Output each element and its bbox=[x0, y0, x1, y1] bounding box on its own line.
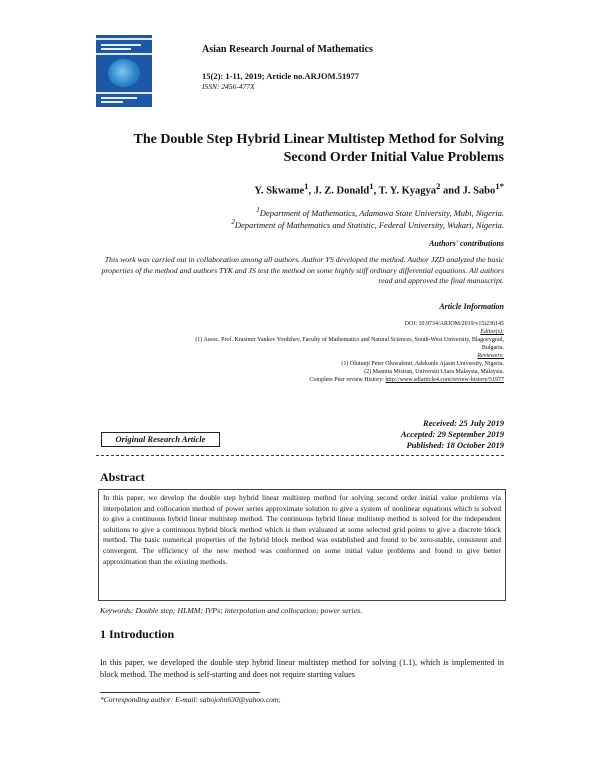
author-affiliation-marker: 1 bbox=[304, 181, 309, 191]
editor-line-1: (1) Assoc. Prof. Krasimir Yankov Yordzhev, Faculty of Mathematics and Natural Sciences, South-West University, Blagoevgrad, bbox=[195, 337, 504, 343]
affiliation-2 bbox=[100, 217, 504, 231]
paper-title-line-2: Second Order Initial Value Problems bbox=[283, 150, 504, 165]
author-separator: , bbox=[373, 185, 379, 197]
author-name: T. Y. Kyagya bbox=[378, 185, 436, 197]
author-name: Y. Skwame bbox=[254, 185, 305, 197]
author-affiliation-marker: 1* bbox=[495, 181, 504, 191]
author-separator: and bbox=[440, 185, 463, 197]
author-list bbox=[100, 181, 504, 197]
peer-review-history bbox=[100, 377, 504, 385]
affiliation-text: Department of Mathematics and Statistic, Federal University, Wukari, Nigeria. bbox=[234, 219, 504, 230]
author-affiliation-marker: 2 bbox=[436, 181, 441, 191]
editor-line-2: Bulgaria. bbox=[481, 345, 504, 351]
article-info-heading: Article Information bbox=[439, 302, 504, 311]
author-separator: , bbox=[308, 185, 314, 197]
abstract-text: In this paper, we develop the double step hybrid linear multistep method for solving second order initial value problems via interpolation and collocation method of power series approximate solution to give a system of nonlinear equations which is solved to give a continuous hybrid linear multistep method. The continuous hybrid linear multistep method is solved for the independent solutions to give a continuous hybrid block method which is then evaluated at some selected grid points to give a discrete block method. The basic numerical properties of the hybrid block method was established and found to be zero-stable, consistent and convergent. The efficiency of the new method was conformed on some initial value problems and found to give better approximation than the existing methods. bbox=[98, 489, 506, 601]
accepted-date: Accepted: 29 September 2019 bbox=[400, 429, 504, 439]
author-name: J. Sabo bbox=[462, 185, 496, 197]
doi: DOI: 10.9734/ARJOM/2019/v15i230145 bbox=[404, 321, 504, 327]
journal-name: Asian Research Journal of Mathematics bbox=[202, 44, 373, 55]
reviewers-label: Reviewers: bbox=[477, 353, 504, 359]
contributions-text: This work was carried out in collaboration among all authors. Author YS developed the method. Author JZD analyzed the basic properties of the method and authors TYK and JS test the method on some highly stiff ordinary differential equations. All authors read and approved the final manuscript. bbox=[101, 255, 504, 285]
section-divider bbox=[96, 455, 504, 456]
author-name: J. Z. Donald bbox=[313, 185, 370, 197]
paper-title-line-1: The Double Step Hybrid Linear Multistep Method for Solving bbox=[133, 132, 504, 147]
introduction-text: In this paper, we developed the double step hybrid linear multistep method for solving (1.1), which is implemented in block method. The method is self-starting and does not require starting values bbox=[100, 658, 504, 679]
issn: ISSN: 2456-477X bbox=[202, 82, 255, 91]
cover-globe-graphic bbox=[108, 59, 140, 87]
editors-label: Editor(s): bbox=[480, 329, 504, 335]
author-affiliation-marker: 1 bbox=[369, 181, 374, 191]
journal-cover-image bbox=[96, 35, 152, 107]
introduction-heading: 1 Introduction bbox=[100, 627, 175, 641]
reviewer-1: (1) Olutunji Peter Oluwafemi, Adekunle Ajasin University, Nigeria. bbox=[341, 361, 504, 367]
affiliation-marker: 1 bbox=[256, 206, 260, 214]
issue-citation: 15(2): 1-11, 2019; Article no.ARJOM.51977 bbox=[202, 71, 359, 81]
reviewer-2: (2) Masnita Misiran, Universiti Utara Malaysia, Malaysia. bbox=[364, 369, 504, 375]
peer-review-history-link[interactable]: http://www.sdiarticle4.com/review-history/51977 bbox=[385, 377, 504, 383]
footnote-rule bbox=[100, 692, 260, 693]
peer-review-history-label: Complete Peer review History: bbox=[309, 377, 386, 383]
published-date: Published: 18 October 2019 bbox=[406, 440, 504, 450]
affiliation-marker: 2 bbox=[231, 218, 235, 226]
contributions-heading: Authors' contributions bbox=[429, 239, 504, 248]
article-type-badge: Original Research Article bbox=[101, 432, 220, 447]
corresponding-author-footnote: *Corresponding author: E-mail: sabojohn630@yahoo.com; bbox=[100, 695, 281, 704]
keywords: Keywords: Double step; HLMM; IVPs; interpolation and collocation; power series. bbox=[100, 606, 363, 615]
received-date: Received: 25 July 2019 bbox=[423, 418, 504, 428]
affiliation-text: Department of Mathematics, Adamawa State University, Mubi, Nigeria. bbox=[259, 207, 504, 218]
abstract-heading: Abstract bbox=[100, 470, 145, 484]
